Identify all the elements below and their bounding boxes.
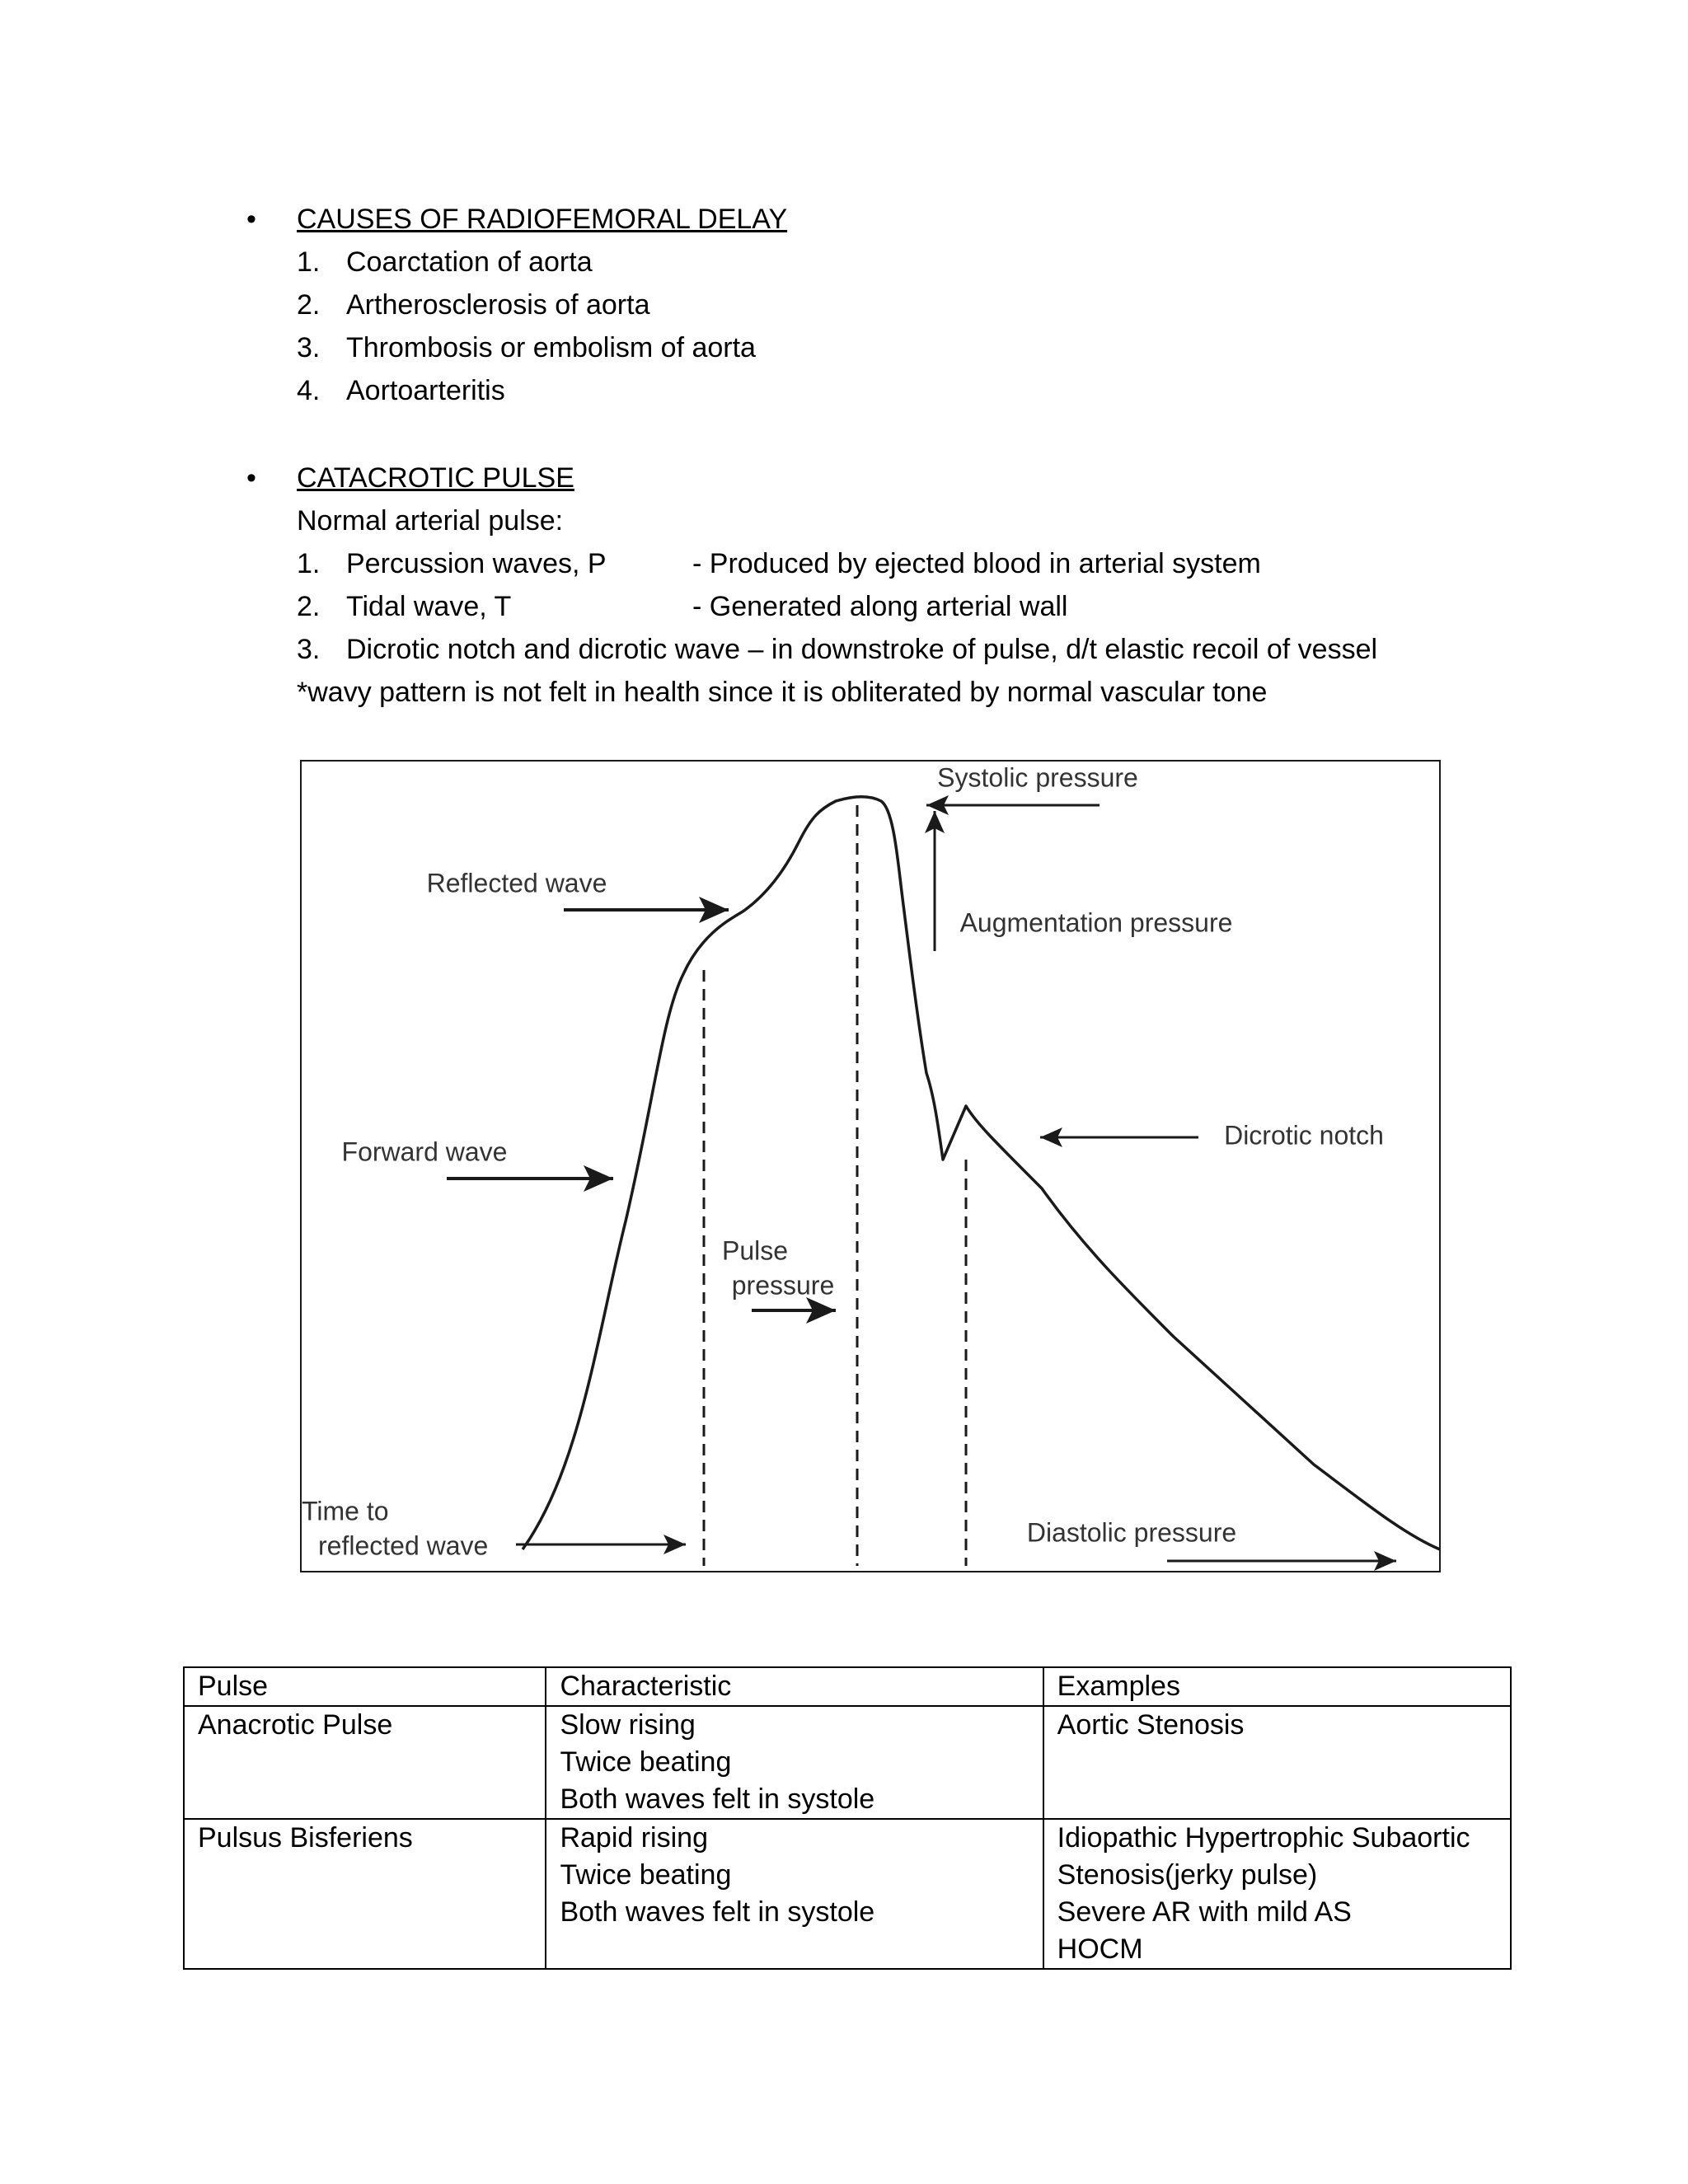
list-number: 2. — [297, 289, 321, 321]
cell-line: Idiopathic Hypertrophic Subaortic — [1057, 1822, 1470, 1854]
wave-description: - Generated along arterial wall — [692, 591, 1068, 622]
section-heading: CATACROTIC PULSE — [297, 462, 574, 494]
list-item — [297, 369, 505, 412]
diastolic-pressure-label: Diastolic pressure — [1026, 1517, 1237, 1548]
cell-line: HOCM — [1057, 1933, 1143, 1965]
table-header-row — [184, 1667, 1511, 1706]
pulse-pressure-label: Pulse — [721, 1235, 789, 1266]
list-item — [297, 585, 1067, 628]
dicrotic-notch-label: Dicrotic notch — [1224, 1120, 1384, 1151]
table-row — [184, 1819, 1511, 1969]
list-item — [297, 326, 756, 369]
list-item — [297, 542, 1261, 585]
time-to-reflected-wave-label: reflected wave — [318, 1530, 489, 1561]
column-header: Characteristic — [546, 1667, 1043, 1706]
column-header: Examples — [1043, 1667, 1511, 1706]
wave-name: Tidal wave, T — [346, 591, 512, 622]
characteristic-cell — [546, 1706, 1043, 1819]
cell-line: Aortic Stenosis — [1057, 1709, 1245, 1741]
pulse-pressure-label: pressure — [731, 1270, 835, 1301]
wave-description: - Produced by ejected blood in arterial system — [692, 548, 1261, 579]
cell-line: Both waves felt in systole — [560, 1896, 875, 1928]
list-item — [297, 284, 650, 326]
list-number: 1. — [297, 246, 321, 278]
column-header: Pulse — [184, 1667, 546, 1706]
intro-text: Normal arterial pulse: — [297, 505, 564, 537]
note-text: *wavy pattern is not felt in health since it is obliterated by normal vascular tone — [297, 677, 1268, 708]
cell-line: Twice beating — [560, 1746, 732, 1778]
catacrotic-section — [247, 457, 1484, 720]
forward-wave-label: Forward wave — [341, 1137, 508, 1167]
bullet-point: • — [246, 204, 256, 235]
cell-line: Severe AR with mild AS — [1057, 1896, 1352, 1928]
pulse-types-table — [183, 1666, 1512, 1970]
list-number: 3. — [297, 332, 321, 363]
list-text: Aortoarteritis — [346, 375, 505, 406]
cell-line: Rapid rising — [560, 1822, 708, 1854]
time-to-reflected-wave-label: Time to — [302, 1496, 389, 1526]
examples-cell — [1043, 1706, 1511, 1819]
characteristic-cell — [546, 1819, 1043, 1969]
table-row — [184, 1706, 1511, 1819]
list-number: 1. — [297, 548, 321, 579]
list-number: 2. — [297, 591, 321, 622]
cell-line: Twice beating — [560, 1859, 732, 1891]
pulse-cell: Pulsus Bisferiens — [184, 1819, 546, 1969]
list-item — [297, 628, 1377, 671]
list-number: 4. — [297, 375, 321, 406]
bullet-point: • — [246, 462, 256, 494]
radiofemoral-section — [247, 198, 1484, 412]
list-text: Thrombosis or embolism of aorta — [346, 332, 756, 363]
section-heading: CAUSES OF RADIOFEMORAL DELAY — [297, 204, 788, 235]
cell-line: Slow rising — [560, 1709, 696, 1741]
list-text: Artherosclerosis of aorta — [346, 289, 650, 321]
augmentation-pressure-label: Augmentation pressure — [959, 907, 1233, 938]
cell-line: Both waves felt in systole — [560, 1783, 875, 1815]
list-text: Coarctation of aorta — [346, 246, 593, 278]
pulse-waveform-diagram — [300, 760, 1441, 1572]
wave-name: Percussion waves, P — [346, 548, 607, 579]
cell-line: Stenosis(jerky pulse) — [1057, 1859, 1318, 1891]
list-text: Dicrotic notch and dicrotic wave – in downstroke of pulse, d/t elastic recoil of vessel — [346, 634, 1378, 665]
reflected-wave-label: Reflected wave — [426, 868, 607, 898]
list-number: 3. — [297, 634, 321, 665]
list-item — [297, 241, 593, 284]
examples-cell — [1043, 1819, 1511, 1969]
systolic-pressure-label: Systolic pressure — [937, 762, 1138, 793]
pulse-cell: Anacrotic Pulse — [184, 1706, 546, 1819]
